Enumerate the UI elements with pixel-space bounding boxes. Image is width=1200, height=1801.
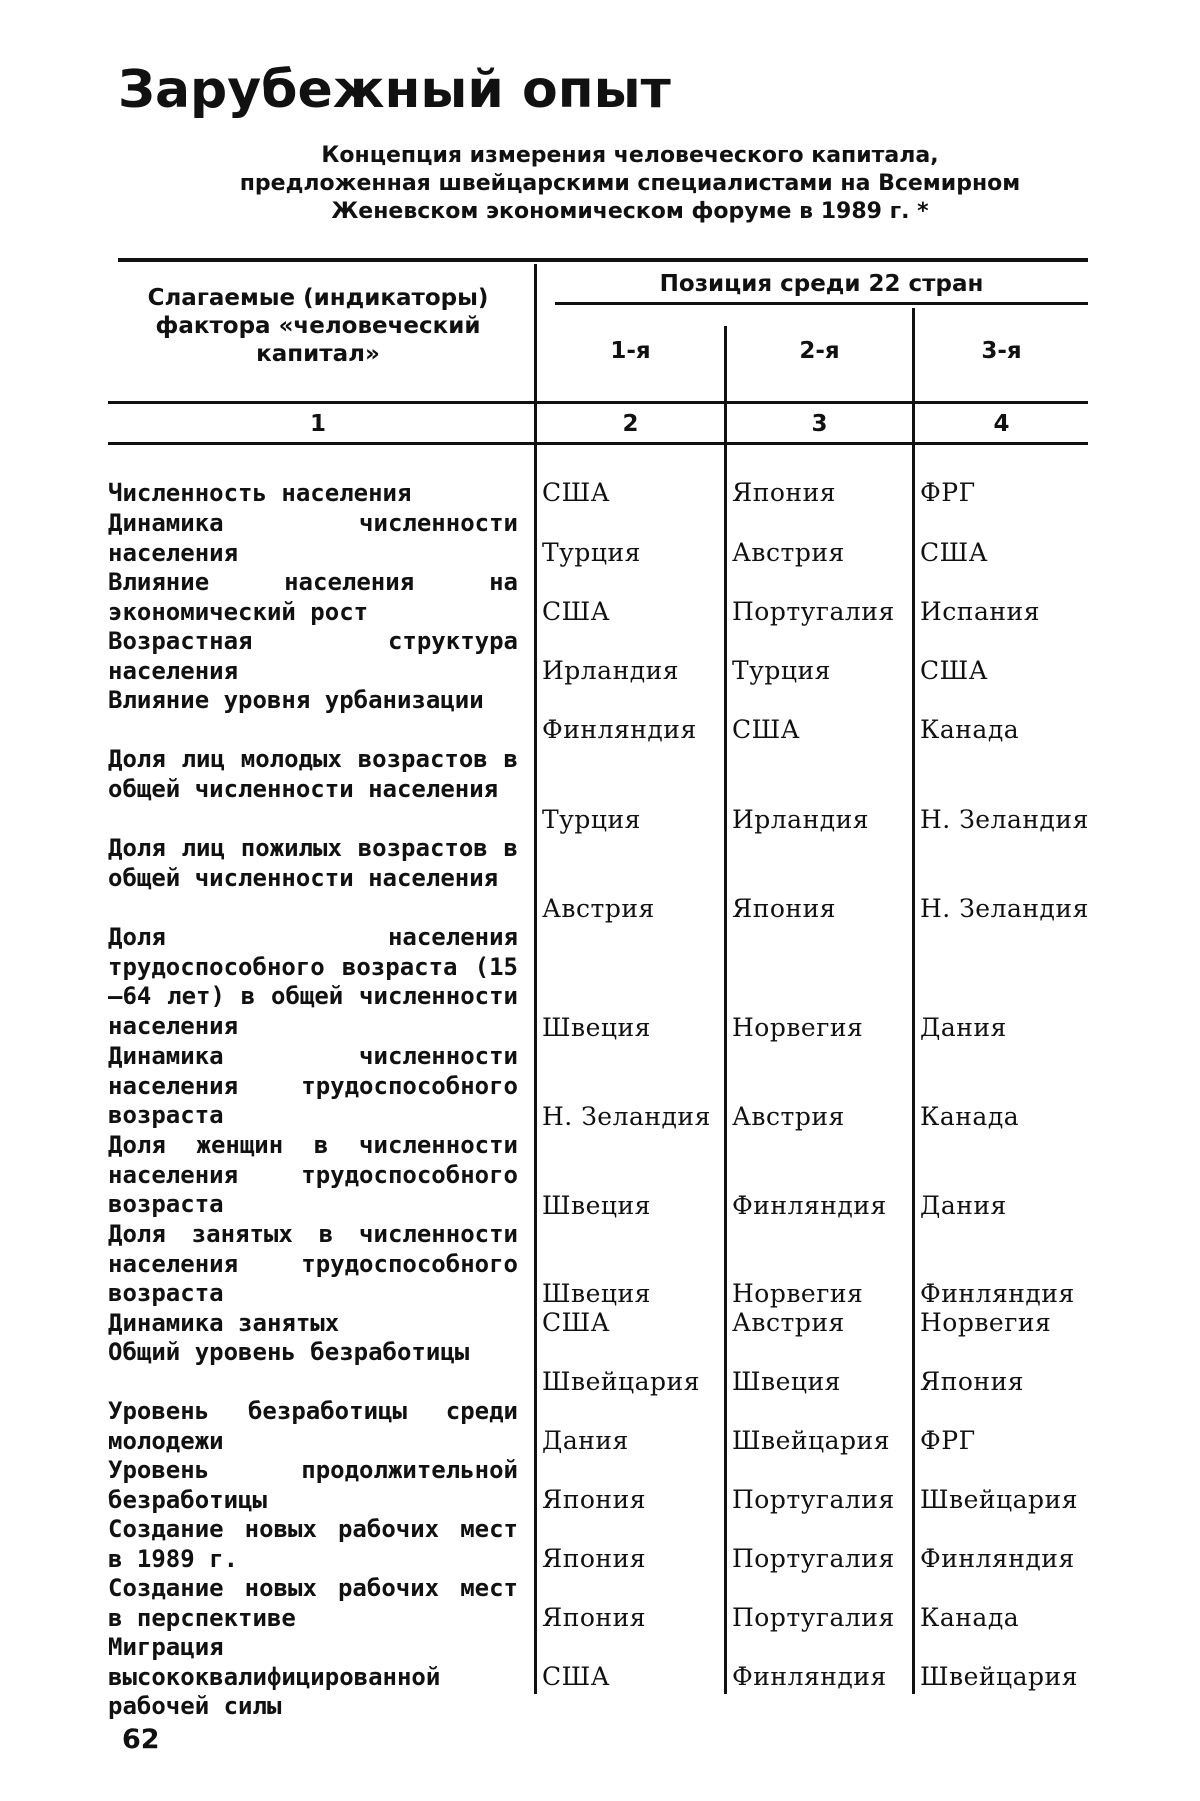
indicator-cell: Динамика численности населения трудоспособного возраста xyxy=(108,1042,518,1129)
rank-1-cell: США xyxy=(542,478,611,507)
rank-3-cell: Дания xyxy=(920,1191,1007,1220)
indicator-cell: Доля лиц пожилых возрастов в общей численности населения xyxy=(108,834,518,892)
indicator-cell: Динамика численности населения xyxy=(108,509,518,567)
rank-3-cell: Финляндия xyxy=(920,1279,1075,1308)
caption-line-2: предложенная швейцарскими специалистами на Всемирном xyxy=(239,171,1021,196)
column-number: 3 xyxy=(811,411,828,437)
rank-1-cell: США xyxy=(542,597,611,626)
rank-1-cell: Швеция xyxy=(542,1191,651,1220)
rank-2-cell: Португалия xyxy=(732,597,895,626)
rank-2-cell: Португалия xyxy=(732,1544,895,1573)
rank-3-cell: Дания xyxy=(920,1013,1007,1042)
rank-2-cell: Турция xyxy=(732,656,831,685)
indicator-cell: Доля населения трудоспособного возраста (15—64 лет) в общей численности населения xyxy=(108,923,518,1040)
rank-2-cell: Швейцария xyxy=(732,1426,890,1455)
indicator-cell: Влияние уровня урбанизации xyxy=(108,686,484,714)
rank-1-cell: Швеция xyxy=(542,1279,651,1308)
rank-2-cell: Норвегия xyxy=(732,1279,864,1308)
rank-2-cell: Япония xyxy=(732,894,837,923)
numbers-bottom-rule xyxy=(108,442,1088,445)
rank-2-cell: Португалия xyxy=(732,1485,895,1514)
indicator-cell: Влияние населения на экономический рост xyxy=(108,568,518,626)
rank-1-cell: Финляндия xyxy=(542,715,697,744)
indicator-cell: Численность населения xyxy=(108,479,412,507)
rank-first-header: 1-я xyxy=(610,338,651,364)
rank-3-cell: Финляндия xyxy=(920,1544,1075,1573)
indicator-cell: Миграция высококвалифицированной рабочей силы xyxy=(108,1633,441,1720)
indicator-cell: Доля занятых в численности населения трудоспособного возраста xyxy=(108,1220,518,1307)
column-divider-2 xyxy=(724,326,727,1694)
rank-1-cell: Япония xyxy=(542,1603,647,1632)
rank-3-cell: Швейцария xyxy=(920,1485,1078,1514)
rank-3-cell: Н. Зеландия xyxy=(920,894,1089,923)
rank-1-cell: Швеция xyxy=(542,1013,651,1042)
rank-2-cell: Ирландия xyxy=(732,805,870,834)
indicator-cell: Возрастная структура населения xyxy=(108,627,518,685)
rank-1-cell: Япония xyxy=(542,1485,647,1514)
caption-line-3: Женевском экономическом форуме в 1989 г. * xyxy=(331,199,929,224)
column-number: 1 xyxy=(309,411,326,437)
column-divider-3 xyxy=(912,308,915,1694)
rank-2-cell: Австрия xyxy=(732,1102,845,1131)
rank-3-cell: США xyxy=(920,656,989,685)
rank-3-cell: Норвегия xyxy=(920,1308,1052,1337)
table-caption xyxy=(190,142,1070,226)
rank-1-cell: Турция xyxy=(542,538,641,567)
rank-3-cell: Канада xyxy=(920,1603,1020,1632)
rank-2-cell: Финляндия xyxy=(732,1191,887,1220)
rank-1-cell: Ирландия xyxy=(542,656,680,685)
indicator-cell: Общий уровень безработицы xyxy=(108,1338,470,1366)
position-group-underline xyxy=(555,302,1088,305)
rank-2-cell: Швеция xyxy=(732,1367,841,1396)
rank-3-cell: Испания xyxy=(920,597,1040,626)
rank-1-cell: Н. Зеландия xyxy=(542,1102,711,1131)
rank-3-cell: Канада xyxy=(920,1102,1020,1131)
rank-3-cell: ФРГ xyxy=(920,478,976,507)
rank-2-cell: Австрия xyxy=(732,1308,845,1337)
rank-3-cell: Н. Зеландия xyxy=(920,805,1089,834)
page-number: 62 xyxy=(122,1724,160,1755)
rank-1-cell: Дания xyxy=(542,1426,629,1455)
section-title: Зарубежный опыт xyxy=(118,60,671,120)
indicator-cell: Уровень продолжительной безработицы xyxy=(108,1456,518,1514)
column-divider-1 xyxy=(534,264,537,1694)
rank-third-header: 3-я xyxy=(981,338,1022,364)
indicator-cell: Доля лиц молодых возрастов в общей численности населения xyxy=(108,745,518,803)
indicator-cell: Уровень безработицы среди молодежи xyxy=(108,1397,518,1455)
rank-2-cell: Финляндия xyxy=(732,1662,887,1691)
rank-2-cell: Австрия xyxy=(732,538,845,567)
rank-3-cell: Япония xyxy=(920,1367,1025,1396)
rank-3-cell: ФРГ xyxy=(920,1426,976,1455)
indicator-cell: Доля женщин в численности населения трудоспособного возраста xyxy=(108,1131,518,1218)
rank-2-cell: США xyxy=(732,715,801,744)
rank-1-cell: Австрия xyxy=(542,894,655,923)
column-number: 4 xyxy=(993,411,1010,437)
rank-3-cell: Канада xyxy=(920,715,1020,744)
rank-2-cell: Япония xyxy=(732,478,837,507)
rank-3-cell: США xyxy=(920,538,989,567)
indicators-header: Слагаемые (индикаторы) фактора «человеческий капитал» xyxy=(147,285,489,367)
rank-second-header: 2-я xyxy=(799,338,840,364)
rank-1-cell: Япония xyxy=(542,1544,647,1573)
rank-2-cell: Португалия xyxy=(732,1603,895,1632)
rank-1-cell: США xyxy=(542,1308,611,1337)
indicator-cell: Создание новых рабочих мест в перспективе xyxy=(108,1574,518,1632)
rank-3-cell: Швейцария xyxy=(920,1662,1078,1691)
header-bottom-rule xyxy=(108,401,1088,404)
position-group-header: Позиция среди 22 стран xyxy=(659,271,984,297)
rank-1-cell: Турция xyxy=(542,805,641,834)
rank-1-cell: Швейцария xyxy=(542,1367,700,1396)
rank-2-cell: Норвегия xyxy=(732,1013,864,1042)
caption-line-1: Концепция измерения человеческого капитала, xyxy=(321,143,939,168)
indicator-cell: Создание новых рабочих мест в 1989 г. xyxy=(108,1515,518,1573)
indicator-cell: Динамика занятых xyxy=(108,1309,340,1337)
rank-1-cell: США xyxy=(542,1662,611,1691)
column-number: 2 xyxy=(622,411,639,437)
table-top-rule xyxy=(118,258,1088,262)
